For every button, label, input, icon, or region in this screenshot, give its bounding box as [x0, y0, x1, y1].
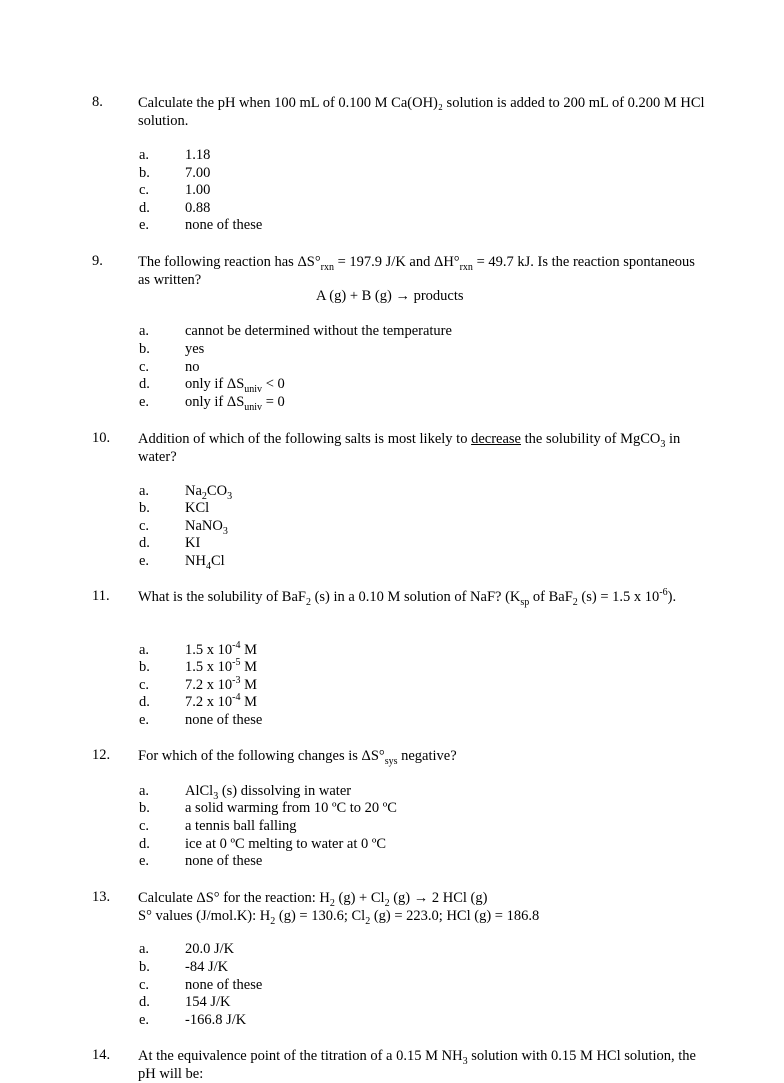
option-8c[interactable] [0, 182, 784, 200]
option-letter: d. [139, 836, 150, 852]
option-text: AlCl$_3$ (s) dissolving in water [185, 783, 352, 802]
option-text: a solid warming from 10 ºC to 20 ºC [185, 800, 397, 816]
option-letter: c. [139, 518, 150, 534]
question-text: At the equivalence point of the titration of a 0.15 M $NH_3$ solution with 0.15 M HCl solution, the pH will be: [138, 1048, 696, 1082]
option-letter: a. [139, 323, 150, 339]
option-letter: c. [139, 818, 150, 834]
option-letter: d. [139, 376, 150, 392]
option-letter: b. [139, 165, 150, 181]
option-letter: e. [139, 712, 150, 728]
option-letter: c. [139, 977, 150, 993]
option-13b[interactable] [0, 959, 784, 977]
question-text: What is the solubility of BaF$_2$ (s) in a 0.10 M solution of NaF? ($K_{sp}$ of BaF$_2$ (s) = 1.5 x $10^{-6}$). [138, 587, 677, 608]
option-text: yes [185, 341, 205, 357]
option-8d[interactable] [0, 200, 784, 218]
option-letter: b. [139, 659, 150, 675]
option-text: 1.5 x $10^{-5}$ M [185, 657, 257, 675]
option-10e[interactable] [0, 553, 784, 571]
option-9a[interactable] [0, 323, 784, 341]
option-13a[interactable] [0, 941, 784, 959]
option-text: 1.00 [185, 182, 211, 198]
option-letter: e. [139, 394, 150, 410]
option-letter: d. [139, 694, 150, 710]
question-number: 14. [92, 1047, 111, 1063]
question-text: Addition of which of the following salts is most likely to decrease the solubility of MgCO$_3$ in water? [138, 431, 681, 465]
option-text: -84 J/K [185, 959, 229, 975]
option-9d[interactable] [0, 376, 784, 394]
reaction-equation: A (g) + B (g) → products [316, 288, 464, 304]
option-11c[interactable] [0, 677, 784, 695]
option-letter: a. [139, 483, 150, 499]
option-letter: a. [139, 147, 150, 163]
option-12e[interactable] [0, 853, 784, 871]
option-9c[interactable] [0, 359, 784, 377]
option-letter: e. [139, 217, 150, 233]
option-text: 7.00 [185, 165, 211, 181]
option-text: none of these [185, 712, 263, 728]
option-text: no [185, 359, 200, 375]
option-10d[interactable] [0, 535, 784, 553]
entropy-values-line: S° values (J/mol.K): $H_2$ (g) = 130.6; $Cl_2$ (g) = 223.0; HCl (g) = 186.8 [138, 908, 540, 927]
option-text: 7.2 x $10^{-3}$ M [185, 675, 257, 693]
question-number: 8. [92, 94, 103, 110]
option-text: none of these [185, 217, 263, 233]
option-letter: a. [139, 941, 150, 957]
option-text: NaNO$_3$ [185, 518, 228, 537]
option-letter: a. [139, 642, 150, 658]
option-13d[interactable] [0, 994, 784, 1012]
option-10c[interactable] [0, 518, 784, 536]
option-letter: b. [139, 800, 150, 816]
option-text: 1.18 [185, 147, 211, 163]
option-12b[interactable] [0, 800, 784, 818]
option-8b[interactable] [0, 165, 784, 183]
option-letter: d. [139, 535, 150, 551]
option-text: none of these [185, 977, 263, 993]
option-9e[interactable] [0, 394, 784, 412]
question-number: 11. [92, 588, 110, 604]
option-10b[interactable] [0, 500, 784, 518]
option-letter: e. [139, 553, 150, 569]
option-text: only if $\Delta S_{univ} < 0$ [185, 376, 285, 395]
option-text: $Na_2CO_3$ [185, 483, 233, 502]
option-11a[interactable] [0, 642, 784, 660]
option-text: ice at 0 ºC melting to water at 0 ºC [185, 836, 387, 852]
underlined-word: decrease [471, 431, 521, 447]
option-text: KI [185, 535, 201, 551]
option-text: 7.2 x $10^{-4}$ M [185, 692, 257, 710]
option-11e[interactable] [0, 712, 784, 730]
option-text: 20.0 J/K [185, 941, 235, 957]
question-number: 9. [92, 253, 103, 269]
option-letter: e. [139, 1012, 150, 1028]
option-letter: c. [139, 182, 150, 198]
option-8a[interactable] [0, 147, 784, 165]
option-letter: c. [139, 677, 150, 693]
question-text: The following reaction has $\Delta S^\circ_{rxn} = 197.9$ J/K and $\Delta H^\circ_{rxn} = 49.7$ kJ. Is the reaction spontaneous as written? [138, 254, 695, 288]
option-11b[interactable] [0, 659, 784, 677]
option-letter: b. [139, 500, 150, 516]
option-12c[interactable] [0, 818, 784, 836]
option-text: only if $\Delta S_{univ} = 0$ [185, 394, 285, 413]
option-10a[interactable] [0, 483, 784, 501]
option-text: cannot be determined without the temperature [185, 323, 452, 339]
option-letter: d. [139, 200, 150, 216]
option-11d[interactable] [0, 694, 784, 712]
question-number: 13. [92, 889, 111, 905]
option-8e[interactable] [0, 217, 784, 235]
option-text: -166.8 J/K [185, 1012, 247, 1028]
option-letter: b. [139, 959, 150, 975]
question-number: 10. [92, 430, 111, 446]
question-text: Calculate the pH when 100 mL of 0.100 M Ca(OH)₂ solution is added to 200 mL of 0.200 M HCl solution. [138, 95, 705, 129]
option-12d[interactable] [0, 836, 784, 854]
option-letter: a. [139, 783, 150, 799]
option-text: 0.88 [185, 200, 211, 216]
question-text: For which of the following changes is $\Delta S^\circ_{sys}$ negative? [138, 748, 457, 767]
option-letter: b. [139, 341, 150, 357]
option-text: 154 J/K [185, 994, 231, 1010]
option-text: a tennis ball falling [185, 818, 297, 834]
option-13e[interactable] [0, 1012, 784, 1030]
option-text: none of these [185, 853, 263, 869]
question-number: 12. [92, 747, 111, 763]
option-letter: e. [139, 853, 150, 869]
option-text: KCl [185, 500, 210, 516]
option-12a[interactable] [0, 783, 784, 801]
reaction-line: Calculate ΔS° for the reaction: $H_2$ $(g) + Cl_2$ (g) → 2 HCl (g) [138, 890, 488, 909]
option-9b[interactable] [0, 341, 784, 359]
option-letter: d. [139, 994, 150, 1010]
option-text: $NH_4Cl$ [185, 553, 225, 572]
option-13c[interactable] [0, 977, 784, 995]
question-text [138, 889, 708, 925]
option-text: 1.5 x $10^{-4}$ M [185, 640, 257, 658]
option-letter: c. [139, 359, 150, 375]
